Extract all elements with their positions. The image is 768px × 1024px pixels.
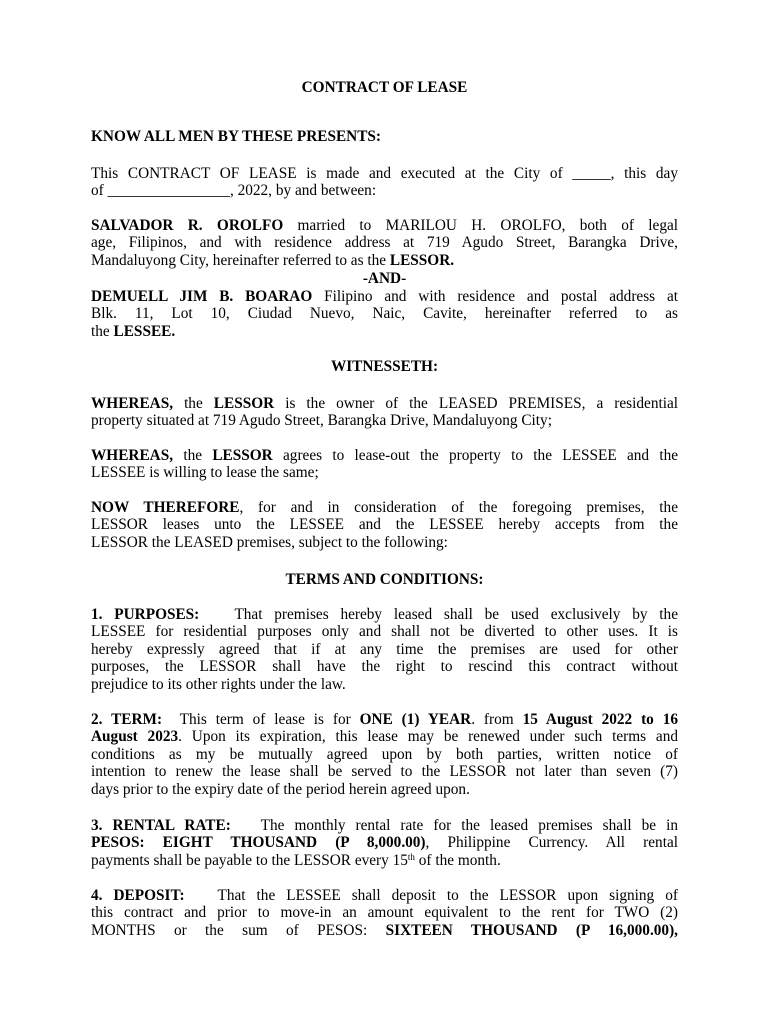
whereas-paragraph-1: WHEREAS, the LESSOR is the owner of the LEASED PREMISES, a residential property situated at 719 Agudo Street, Barangka Drive, Mandaluyong City; [91,395,679,430]
whereas-paragraph-2: WHEREAS, the LESSOR agrees to lease-out the property to the LESSEE and the LESSEE is willing to lease the same; [91,447,679,482]
now-therefore-paragraph: NOW THEREFORE, for and in consideration of the foregoing premises, the LESSOR leases unto the LESSEE and the LESSEE hereby accepts from the LESSOR the LEASED premises, subject to the following: [91,499,678,551]
opening-line: KNOW ALL MEN BY THESE PRESENTS: [91,128,382,145]
term-clause: 2. TERM: This term of lease is for ONE (1) YEAR. from 15 August 2022 to 16 August 2023. Upon its expiration, this lease may be renewed under such terms and conditions as my be mutually agreed upon by both parties, written notice of intention to renew the lease shall be served to the LESSOR not later than seven (7) days prior to the expiry date of the period herein agreed upon. [91,711,679,798]
document-title: CONTRACT OF LEASE [301,79,468,96]
lessor-party-paragraph: SALVADOR R. OROLFO married to MARILOU H. OROLFO, both of legal age, Filipinos, and with residence address at 719 Agudo Street, Barangka Drive, Mandaluyong City, hereinafter referred to as the LESSOR. [91,217,679,269]
rental-rate-clause: 3. RENTAL RATE: The monthly rental rate for the leased premises shall be in PESOS: EIGHT THOUSAND (P 8,000.00), Philippine Currency. All rental payments shall be payable to the LESSOR every 15th of the month. [91,817,678,869]
purposes-clause: 1. PURPOSES: That premises hereby leased shall be used exclusively by the LESSEE for residential purposes only and shall not be diverted to other uses. It is hereby expressly agreed that if at any time the premises are used for other purposes, the LESSOR shall have the right to rescind this contract without prejudice to its other rights under the law. [91,606,678,693]
and-separator: -AND- [362,270,407,287]
terms-heading: TERMS AND CONDITIONS: [285,571,484,588]
lessee-party-paragraph: DEMUELL JIM B. BOARAO Filipino and with residence and postal address at Blk. 11, Lot 10, Ciudad Nuevo, Naic, Cavite, hereinafter referred to as the LESSEE. [91,288,678,340]
witnesseth-heading: WITNESSETH: [330,358,439,375]
intro-paragraph: This CONTRACT OF LEASE is made and executed at the City of _____, this day of ________________, 2022, by and between: [91,165,678,200]
deposit-clause: 4. DEPOSIT: That the LESSEE shall deposit to the LESSOR upon signing of this contract and prior to move-in an amount equivalent to the rent for TWO (2) MONTHS or the sum of PESOS: SIXTEEN THOUSAND (P 16,000.00), [91,887,678,939]
